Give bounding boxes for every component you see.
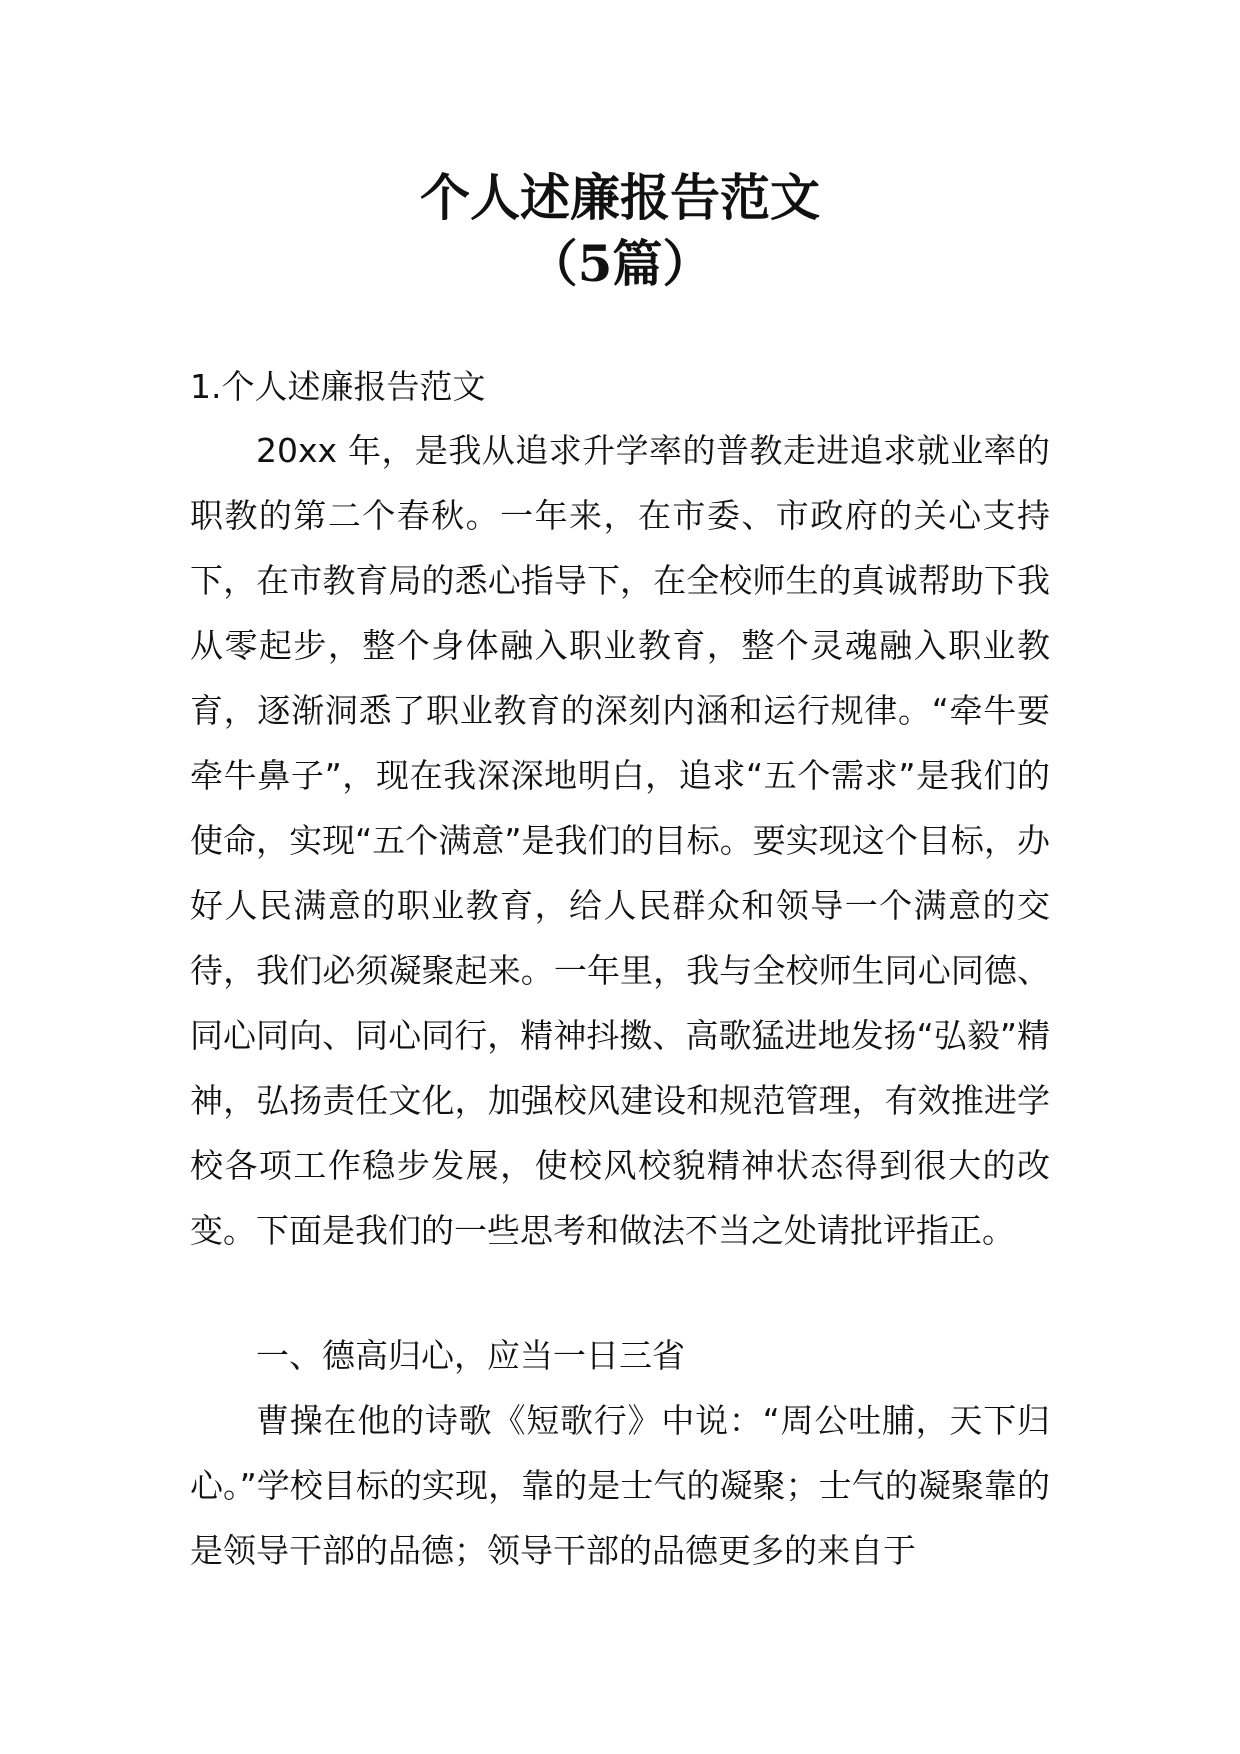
- document-subtitle: （5篇）: [527, 234, 713, 293]
- body-paragraph: 20xx 年，是我从追求升学率的普教走进追求就业率的职教的第二个春秋。一年来，在市委、市政府的关心支持下，在市教育局的悉心指导下，在全校师生的真诚帮助下我从零起步，整个身体融入职业教育，整个灵魂融入职业教育，逐渐洞悉了职业教育的深刻内涵和运行规律。“牵牛要牵牛鼻子”，现在我深深地明白，追求“五个需求”是我们的使命，实现“五个满意”是我们的目标。要实现这个目标，办好人民满意的职业教育，给人民群众和领导一个满意的交待，我们必须凝聚起来。一年里，我与全校师生同心同德、同心同向、同心同行，精神抖擞、高歌猛进地发扬“弘毅”精神，弘扬责任文化，加强校风建设和规范管理，有效推进学校各项工作稳步发展，使校风校貌精神状态得到很大的改变。下面是我们的一些思考和做法不当之处请批评指正。: [190, 431, 1050, 1250]
- body-paragraph: 曹操在他的诗歌《短歌行》中说：“周公吐脯，天下归心。”学校目标的实现，靠的是士气的凝聚；士气的凝聚靠的是领导干部的品德；领导干部的品德更多的来自于: [190, 1401, 1050, 1570]
- sub-heading: 一、德高归心，应当一日三省: [256, 1336, 685, 1375]
- document-title: 个人述廉报告范文: [420, 168, 820, 227]
- section-heading: 1.个人述廉报告范文: [190, 367, 486, 406]
